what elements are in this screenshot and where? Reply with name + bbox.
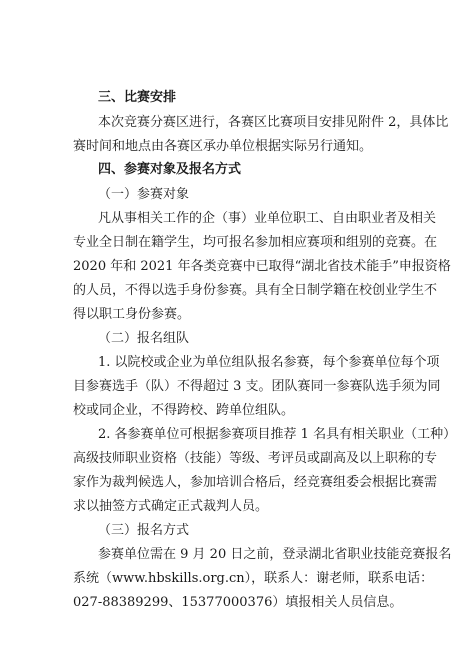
subsection-3-heading: （三）报名方式 (98, 523, 190, 538)
subsection-1-paragraph-line: 的人员，不得以选手身份参赛。具有全日制学籍在校创业学生不 (73, 283, 438, 298)
section-4-heading: 四、参赛对象及报名方式 (98, 162, 242, 177)
subsection-2-item-2-line: 求以抽签方式确定正式裁判人员。 (73, 499, 269, 514)
subsection-2-item-2-line: 2. 各参赛单位可根据参赛项目推荐 1 名具有相关职业（工种） (98, 427, 457, 442)
subsection-1-heading: （一）参赛对象 (98, 187, 190, 202)
subsection-2-item-1-line: 1. 以院校或企业为单位组队报名参赛，每个参赛单位每个项 (98, 355, 440, 370)
subsection-2-item-1-line: 校或同企业，不得跨校、跨单位组队。 (73, 403, 295, 418)
subsection-3-paragraph-line: 027-88389299、15377000376）填报相关人员信息。 (73, 595, 403, 610)
subsection-3-paragraph-line: 参赛单位需在 9 月 20 日之前，登录湖北省职业技能竞赛报名 (98, 547, 452, 562)
subsection-2-heading: （二）报名组队 (98, 331, 190, 346)
subsection-1-paragraph-line: 专业全日制在籍学生，均可报名参加相应赛项和组别的竞赛。在 (73, 235, 438, 250)
section-3-heading: 三、比赛安排 (98, 90, 177, 105)
section-3-paragraph-line: 本次竞赛分赛区进行，各赛区比赛项目安排见附件 2，具体比 (98, 115, 449, 130)
subsection-2-item-1-line: 目参赛选手（队）不得超过 3 支。团队赛同一参赛队选手须为同 (73, 379, 441, 394)
subsection-3-paragraph-line: 系统（www.hbskills.org.cn），联系人：谢老师，联系电话： (73, 571, 434, 586)
section-3-paragraph-line: 赛时间和地点由各赛区承办单位根据实际另行通知。 (73, 139, 373, 154)
subsection-2-item-2-line: 家作为裁判候选人，参加培训合格后，经竞赛组委会根据比赛需 (73, 475, 438, 490)
subsection-1-paragraph-line: 得以职工身份参赛。 (73, 307, 191, 322)
subsection-2-item-2-line: 高级技师职业资格（技能）等级、考评员或副高及以上职称的专 (73, 451, 438, 466)
subsection-1-paragraph-line: 2020 年和 2021 年各类竞赛中已取得“湖北省技术能手”申报资格 (73, 259, 451, 274)
subsection-1-paragraph-line: 凡从事相关工作的企（事）业单位职工、自由职业者及相关 (98, 211, 437, 226)
